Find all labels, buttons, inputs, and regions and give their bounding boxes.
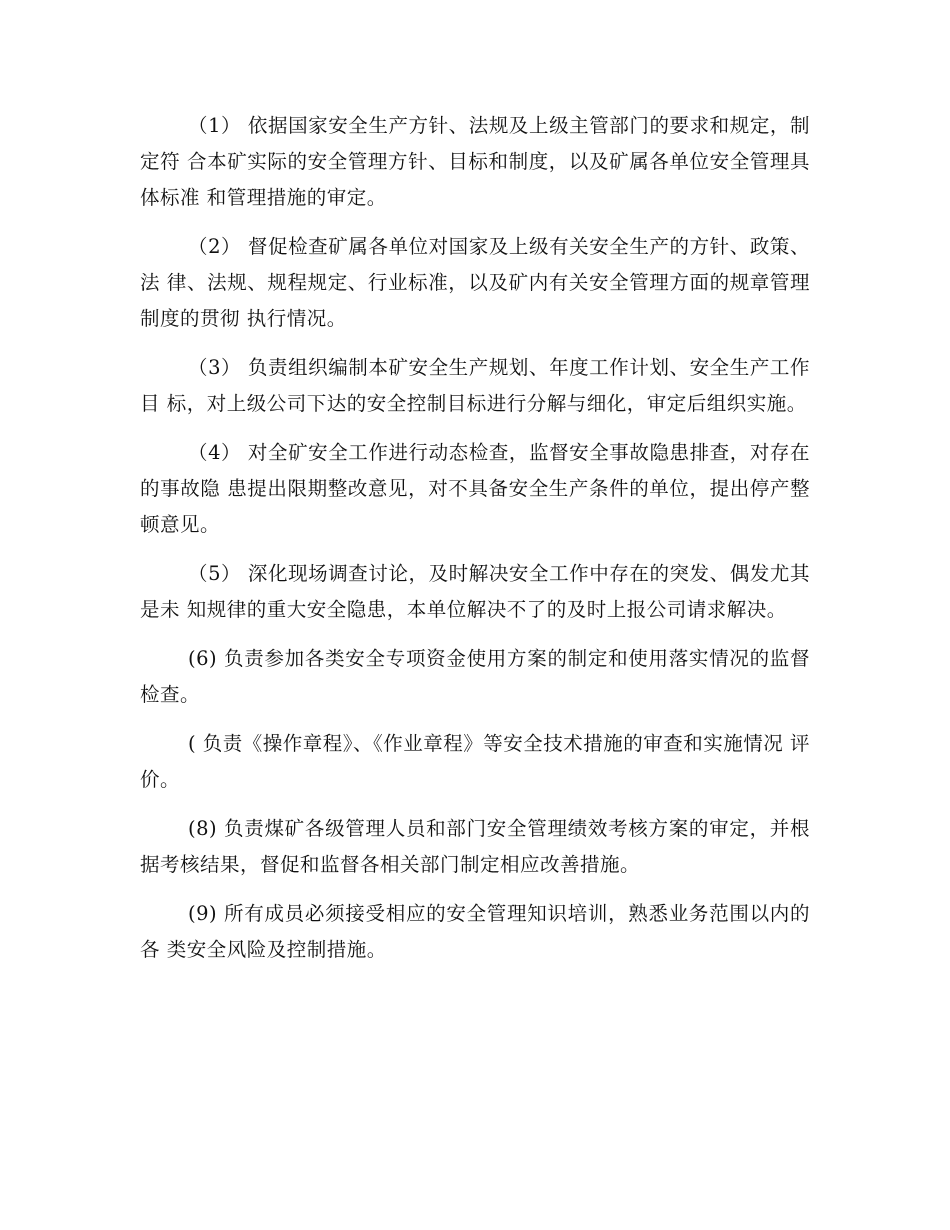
paragraph-1: （1） 依据国家安全生产方针、法规及上级主管部门的要求和规定，制定符 合本矿实际的安全管理方针、目标和制度，以及矿属各单位安全管理具体标准 和管理措施的审定。 [140, 114, 810, 209]
paragraph-3: （3） 负责组织编制本矿安全生产规划、年度工作计划、安全生产工作目 标，对上级公司下达的安全控制目标进行分解与细化，审定后组织实施。 [140, 356, 810, 415]
paragraph-9: (9) 所有成员必须接受相应的安全管理知识培训，熟悉业务范围以内的各 类安全风险及控制措施。 [140, 902, 810, 961]
paragraph-6: (6) 负责参加各类安全专项资金使用方案的制定和使用落实情况的监督 检查。 [140, 647, 810, 706]
paragraph-7: ( 负责《操作章程》、《作业章程》等安全技术措施的审查和实施情况 评价。 [140, 732, 811, 791]
paragraph-2: （2） 督促检查矿属各单位对国家及上级有关安全生产的方针、政策、法 律、法规、规程规定、行业标准，以及矿内有关安全管理方面的规章管理制度的贯彻 执行情况。 [140, 235, 810, 330]
paragraph-4: （4） 对全矿安全工作进行动态检查，监督安全事故隐患排查，对存在的事故隐 患提出限期整改意见，对不具备安全生产条件的单位，提出停产整顿意见。 [140, 441, 810, 536]
paragraph-5: （5） 深化现场调查讨论，及时解决安全工作中存在的突发、偶发尤其是未 知规律的重大安全隐患，本单位解决不了的及时上报公司请求解决。 [140, 562, 810, 621]
paragraph-8: (8) 负责煤矿各级管理人员和部门安全管理绩效考核方案的审定，并根 据考核结果，督促和监督各相关部门制定相应改善措施。 [140, 817, 810, 876]
